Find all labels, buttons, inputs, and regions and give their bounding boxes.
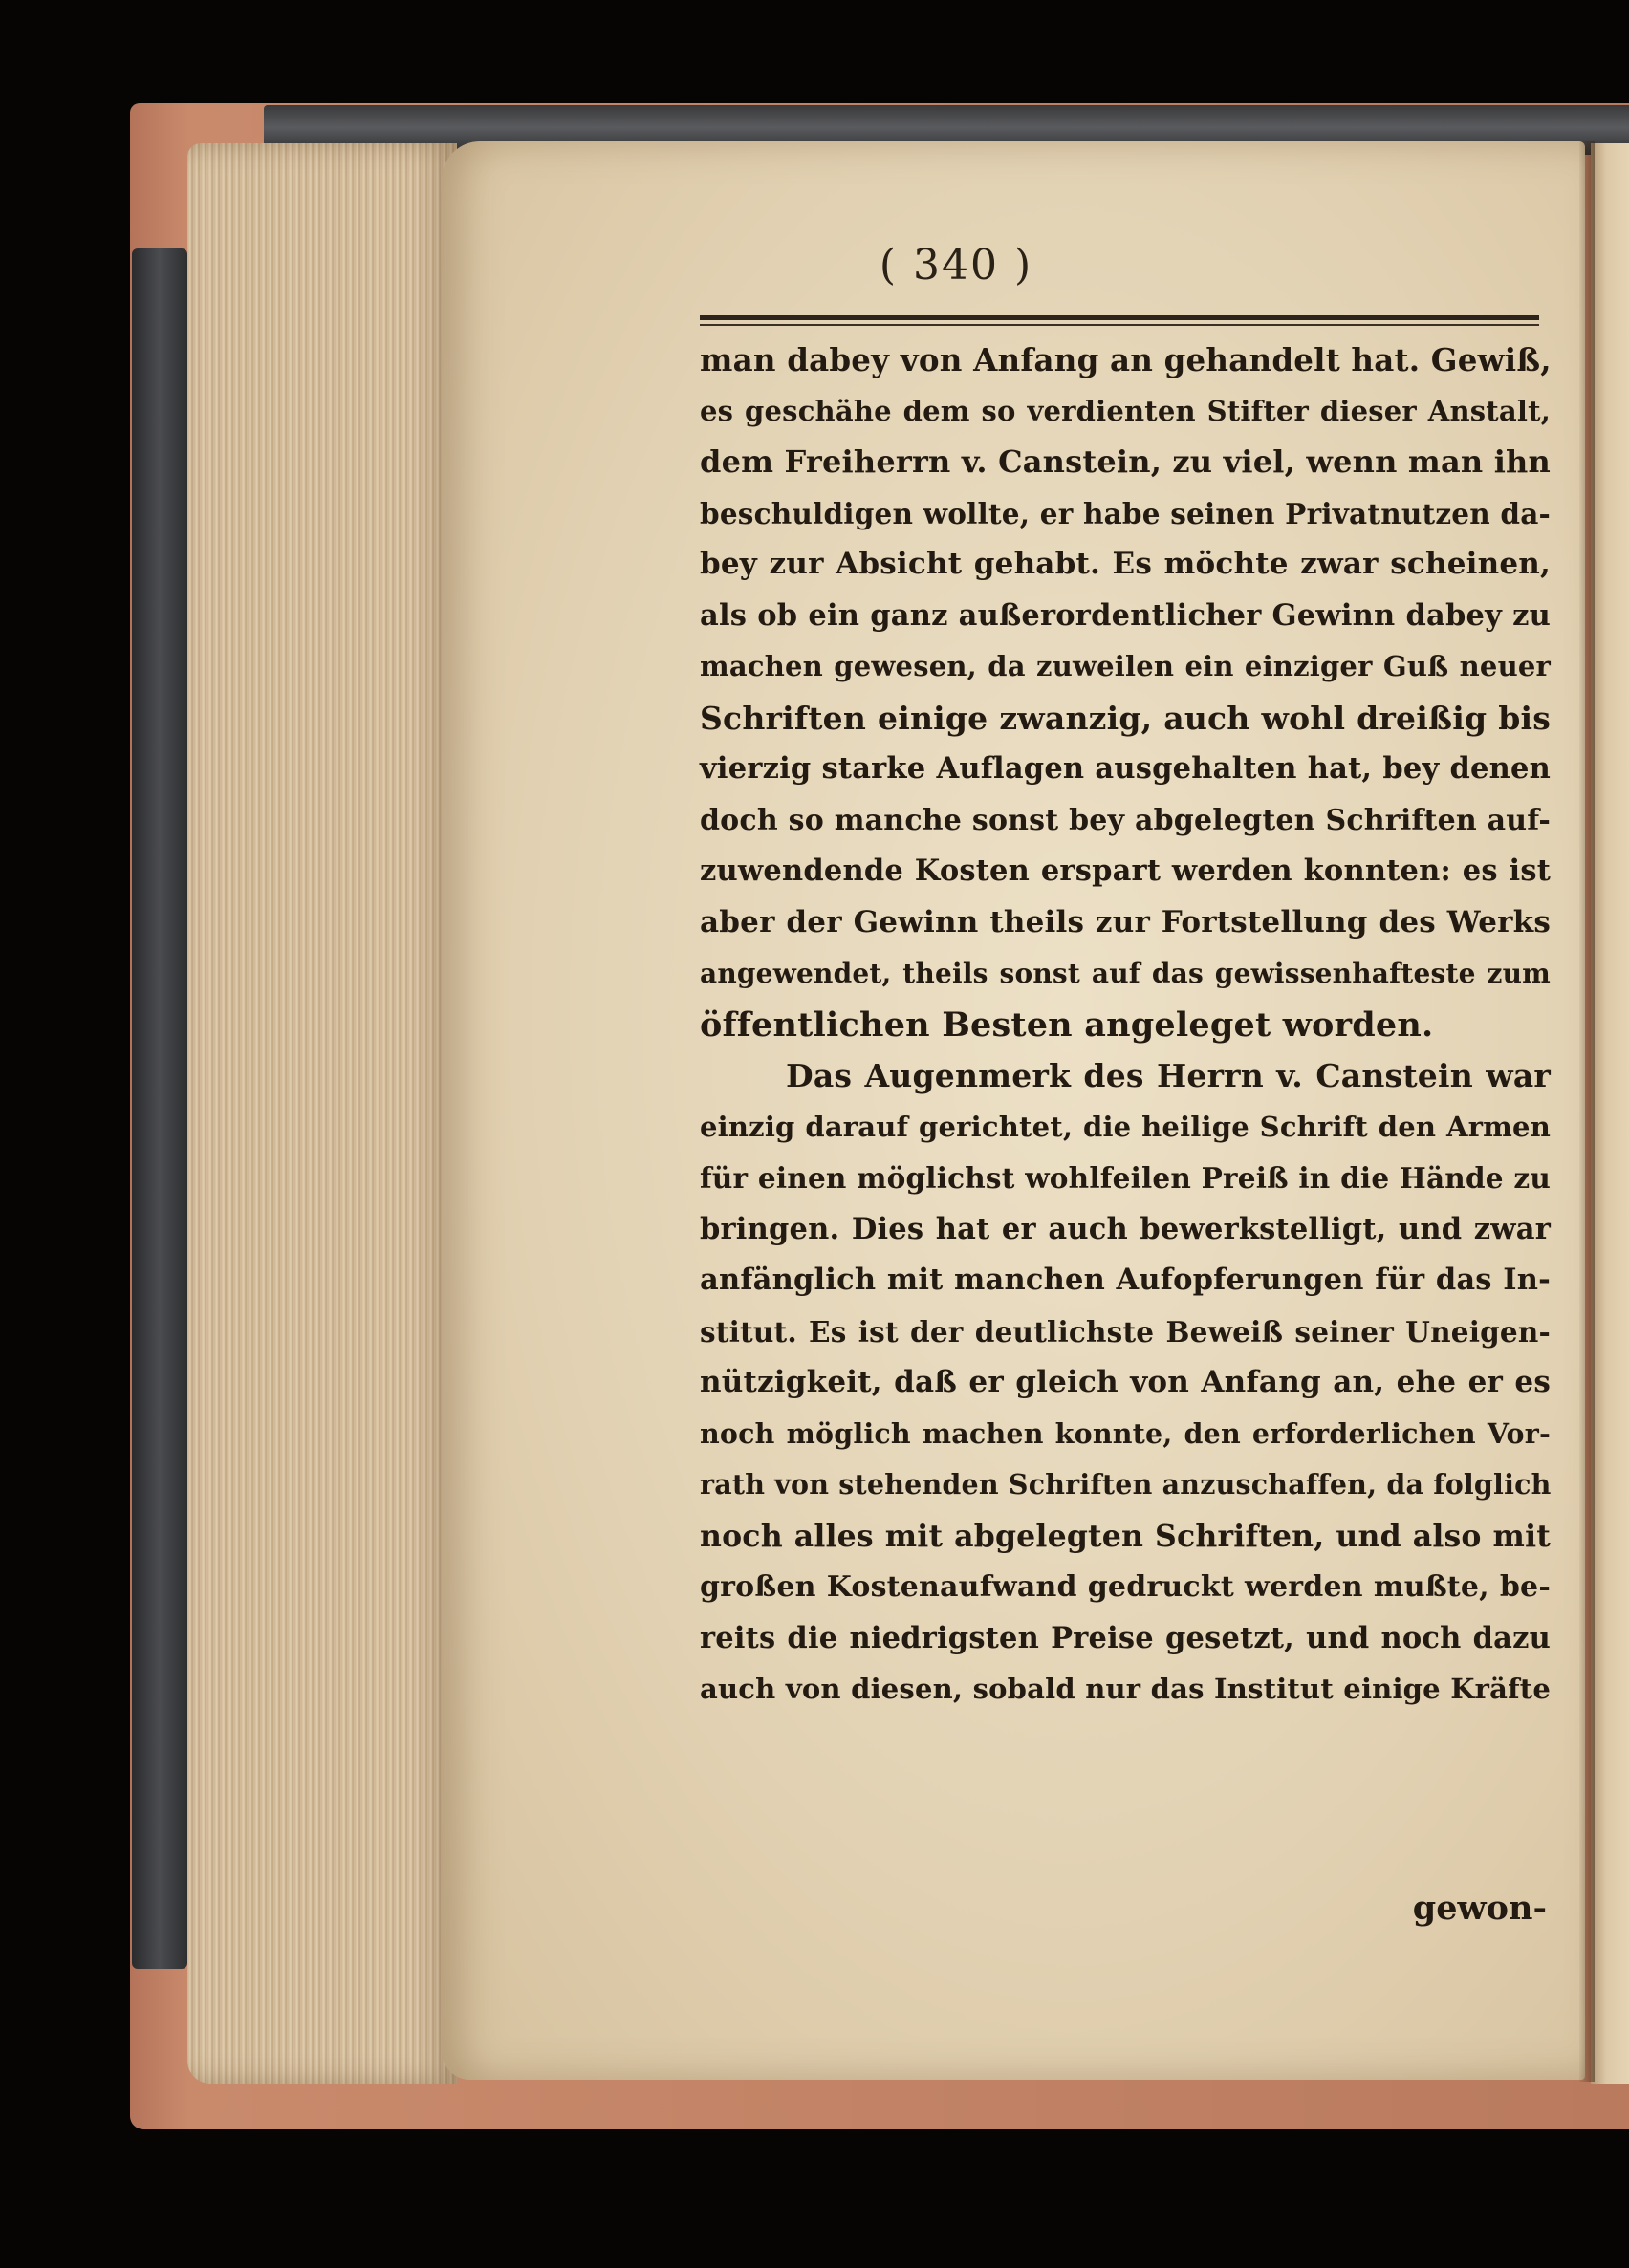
- text-line: für einen möglichst wohlfeilen Preiß in die Hände zu: [700, 1161, 1551, 1195]
- text-line: einzig darauf gerichtet, die heilige Schrift den Armen: [700, 1110, 1551, 1143]
- catchword: gewon-: [1412, 1889, 1547, 1928]
- text-line: bringen. Dies hat er auch bewerkstelligt, und zwar: [700, 1211, 1551, 1246]
- text-line: als ob ein ganz außerordentlicher Gewinn dabey zu: [700, 597, 1551, 633]
- text-line: anfänglich mit manchen Aufopferungen für das In-: [700, 1263, 1551, 1297]
- text-line: Das Augenmerk des Herrn v. Canstein war: [786, 1057, 1551, 1094]
- text-line: machen gewesen, da zuweilen ein einziger Guß neuer: [700, 650, 1551, 682]
- facing-page: [1591, 143, 1629, 2084]
- text-line: großen Kostenaufwand gedruckt werden mußte, be-: [700, 1570, 1551, 1604]
- text-line: noch möglich machen konnte, den erforderlichen Vor-: [700, 1416, 1551, 1450]
- page-text: [700, 335, 1551, 1716]
- header-rule-thin: [700, 324, 1539, 326]
- text-line: zuwendende Kosten erspart werden konnten: es ist: [700, 853, 1551, 888]
- page-gutter: [1579, 141, 1595, 2082]
- text-line: bey zur Absicht gehabt. Es möchte zwar scheinen,: [700, 547, 1551, 581]
- header-rule: [700, 315, 1539, 320]
- text-line: öffentlichen Besten angeleget worden.: [700, 1004, 1434, 1045]
- text-line: dem Freiherrn v. Canstein, zu viel, wenn man ihn: [700, 443, 1551, 480]
- text-line: rath von stehenden Schriften anzuschaffen, da folglich: [700, 1468, 1552, 1501]
- text-line: doch so manche sonst bey abgelegten Schriften auf-: [700, 803, 1551, 837]
- text-line: noch alles mit abgelegten Schriften, und also mit: [700, 1518, 1551, 1554]
- text-line: auch von diesen, sobald nur das Institut einige Kräfte: [700, 1673, 1551, 1705]
- text-line: beschuldigen wollte, er habe seinen Privatnutzen da-: [700, 496, 1551, 530]
- text-line: es geschähe dem so verdienten Stifter dieser Anstalt,: [700, 394, 1551, 427]
- text-line: aber der Gewinn theils zur Fortstellung des Werks: [700, 904, 1551, 940]
- text-line: man dabey von Anfang an gehandelt hat. Gewiß,: [700, 341, 1552, 378]
- text-line: Schriften einige zwanzig, auch wohl dreißig bis: [700, 699, 1551, 737]
- page-edges: [187, 143, 457, 2084]
- text-line: reits die niedrigsten Preise gesetzt, und noch dazu: [700, 1620, 1551, 1655]
- text-line: angewendet, theils sonst auf das gewissenhafteste zum: [700, 958, 1551, 989]
- book-spine: [132, 248, 187, 1969]
- text-line: vierzig starke Auflagen ausgehalten hat, bey denen: [700, 751, 1551, 786]
- page-number: ( 340 ): [879, 241, 1033, 290]
- text-line: nützigkeit, daß er gleich von Anfang an, ehe er es: [700, 1365, 1551, 1399]
- text-line: stitut. Es ist der deutlichste Beweiß seiner Uneigen-: [700, 1314, 1551, 1349]
